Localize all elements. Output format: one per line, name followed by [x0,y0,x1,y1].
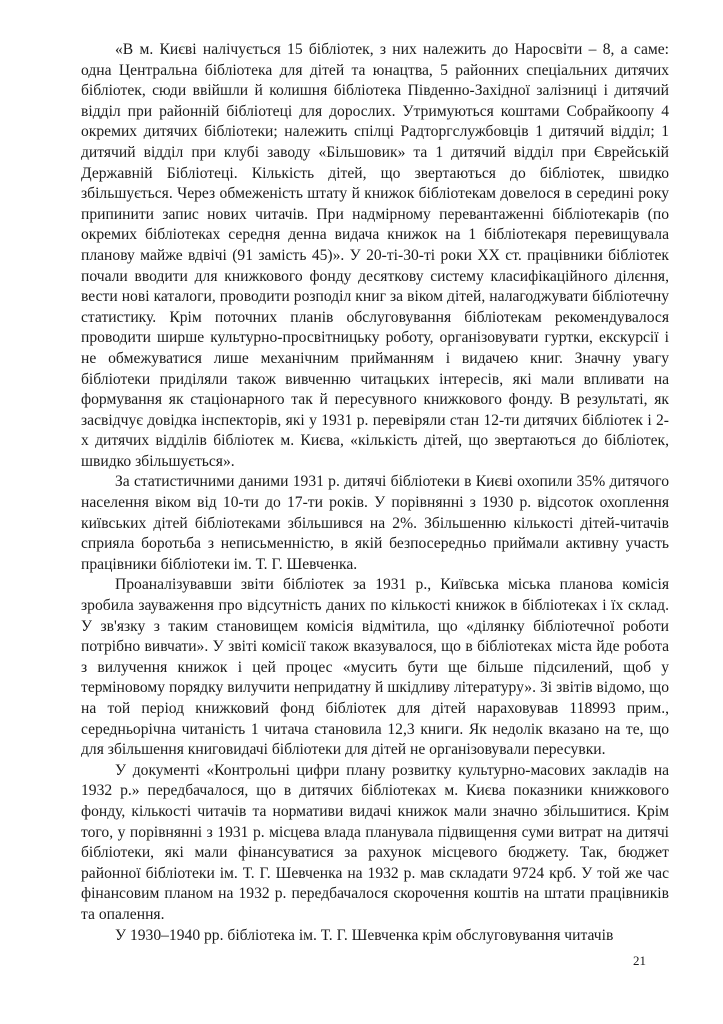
paragraph-3: Проаналізувавши звіти бібліотек за 1931 р., Київська міська планова комісія зробила зауваження про відсутність даних по кількості книжок в бібліотеках і їх склад. У зв'язку з таким становищем комісія відмітила, що «ділянку бібліотечної роботи потрібно вивчати». У звіті комісії також вказувалося, що в бібліотеках міста йде робота з вилучення книжок і цей процес «мусить бути ще більше підсилений, щоб у терміновому порядку вилучити непридатну й шкідливу літературу». Зі звітів відомо, що на той період книжковий фонд бібліотек для дітей нараховував 118993 прим., середньорічна читаність 1 читача становила 12,3 книги. Як недолік вказано на те, що для збільшення книговидачі бібліотеки для дітей не організовували пересувки. [81,576,669,759]
paragraph-1: «В м. Києві налічується 15 бібліотек, з них належить до Наросвіти – 8, а саме: одна Центральна бібліотека для дітей та юнацтва, 5 районних спеціальних дитячих бібліотек, сюди ввійшли й колишня бібліотека Південно-Західної залізниці і дитячий відділ при районній бібліотеці для дорослих. Утримуються коштами Собрайкоопу 4 окремих дитячих бібліотеки; належить спілці Радторгслужбовців 1 дитячий відділ; 1 дитячий відділ при клубі заводу «Більшовик» та 1 дитячий відділ при Єврейській Державній Бібліотеці. Кількість дітей, що звертаються до бібліотек, швидко збільшується. Через обмеженість штату й книжок бібліотекам довелося в середині року припинити запис нових читачів. При надмірному перевантаженні бібліотекарів (по окремих бібліотеках середня денна видача книжок на 1 бібліотекаря перевищувала планову майже вдвічі (91 замість 45)». У 20-ті-30-ті роки ХХ ст. працівники бібліотек почали вводити для книжкового фонду десяткову систему класифікаційного ділєння, вести нові каталоги, проводити розподіл книг за віком дітей, налагоджувати бібліотечну статистику. Крім поточних планів обслуговування бібліотекам рекомендувалося проводити ширше культурно-просвітницьку роботу, організовувати гуртки, екскурсії і не обмежуватися лише механічним прийманням і видачею книг. Значну увагу бібліотеки приділяли також вивченню читацьких інтересів, які мали впливати на формування як стаціонарного так й пересувного книжкового фонду. В результаті, як засвідчує довідка інспекторів, які у 1931 р. перевіряли стан 12-ти дитячих бібліотек і 2-х дитячих відділів бібліотек м. Києва, «кількість дітей, що звертаються до бібліотек, швидко збільшується». [81,41,669,470]
paragraph-4: У документі «Контрольні цифри плану розвитку культурно-масових закладів на 1932 р.» передбачалося, що в дитячих бібліотеках м. Києва показники книжкового фонду, кількості читачів та нормативи видачі книжок мали значно збільшитися. Крім того, у порівнянні з 1931 р. місцева влада планувала підвищення суми витрат на дитячі бібліотеки, які мали фінансуватися за рахунок місцевого бюджету. Так, бюджет районної бібліотеки ім. Т. Г. Шевченка на 1932 р. мав складати 9724 крб. У той же час фінансовим планом на 1932 р. передбачалося скорочення коштів на штати працівників та опалення. [81,761,669,923]
paragraph-5: У 1930–1940 рр. бібліотека ім. Т. Г. Шевченка крім обслуговування читачів [115,926,614,944]
document-page [81,40,669,946]
paragraph-2: За статистичними даними 1931 р. дитячі бібліотеки в Києві охопили 35% дитячого населення віком від 10-ти до 17-ти років. У порівнянні з 1930 р. відсоток охоплення київських дітей бібліотеками збільшився на 2%. Збільшенню кількості дітей-читачів сприяла боротьба з неписьменністю, в якій безпосередньо приймали активну участь працівники бібліотеки ім. Т. Г. Шевченка. [81,473,669,573]
page-number: 21 [633,953,646,968]
